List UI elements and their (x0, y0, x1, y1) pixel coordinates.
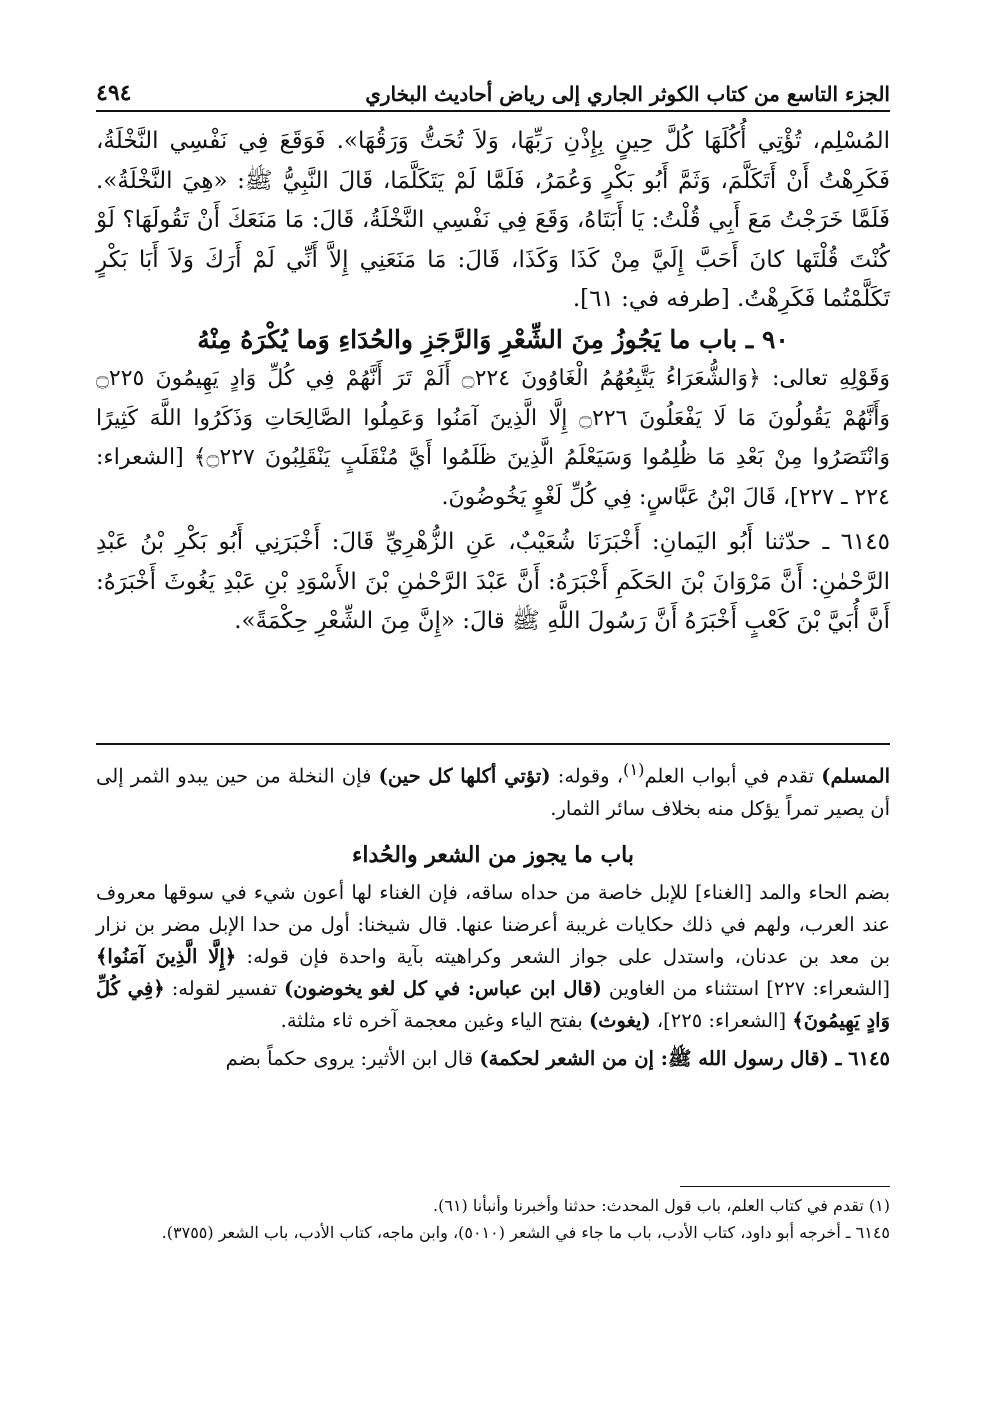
footnote: (١) تقدم في كتاب العلم، باب قول المحدث: حدثنا وأخبرنا وأنبأنا (٦١). (433, 1196, 890, 1215)
chapter-heading: ٩٠ ـ باب ما يَجُوزُ مِنَ الشِّعْرِ وَالرَّجَزِ والحُدَاءِ وَما يُكْرَهُ مِنْهُ (197, 324, 789, 354)
commentary-text: بضم الحاء والمد [الغناء] للإبل خاصة من حداه ساقه، فإن الغناء لها أعون شيء في سوقها معروف عند العرب، ولهم في ذلك حكايات غريبة أعرضنا عنها. قال شيخنا: أول من حدا الإبل مضر بن نزار بن معد بن عدنان، واستدل على جواز الشعر وكراهيته بآية واحدة فإن قوله: (96, 880, 890, 968)
commentary-paragraph (96, 754, 890, 825)
commentary-term: ٦١٤٥ ـ (قال رسول الله ﷺ: (653, 1046, 890, 1070)
commentary-text: ، وقوله: (550, 764, 624, 788)
section-divider (96, 743, 890, 745)
commentary-text: [الشعراء: ٢٢٧] استثناء من الغاوين (601, 976, 891, 1000)
commentary-term: (قال ابن عباس: في كل لغو يخوضون) (283, 976, 602, 1000)
footnote: ٦١٤٥ ـ أخرجه أبو داود، كتاب الأدب، باب ما جاء في الشعر (٥٠١٠)، وابن ماجه، كتاب الأدب، باب الشعر (٣٧٥٥). (161, 1223, 890, 1242)
commentary-term: ﴿إِلَّا الَّذِينَ آمَنُوا﴾ (96, 944, 237, 968)
page-number: ٤٩٤ (96, 80, 132, 106)
book-title: الجزء التاسع من كتاب الكوثر الجاري إلى رياض أحاديث البخاري (365, 82, 890, 106)
commentary-text: بفتح الياء وغين معجمة آخره ثاء مثلثة. (280, 1008, 589, 1032)
commentary-chapter-heading: باب ما يجوز من الشعر والحُداء (351, 841, 634, 868)
footnote-ref: (١) (623, 760, 645, 779)
commentary-text: تقدم في أبواب العلم (644, 764, 822, 788)
commentary-term: (يغوث) (588, 1008, 651, 1032)
commentary-text: قال ابن الأثير: يروى حكماً بضم (225, 1046, 480, 1070)
commentary-term: المسلم) (821, 764, 890, 788)
commentary-paragraph (96, 1043, 890, 1075)
commentary-text: تفسير لقوله: (164, 976, 284, 1000)
running-header (96, 68, 890, 112)
commentary-text: [الشعراء: ٢٢٥]، (650, 1008, 793, 1032)
commentary (96, 754, 890, 1075)
commentary-term: إن من الشعر لحكمة) (479, 1046, 654, 1070)
footnote-divider (680, 1186, 890, 1187)
commentary-term: ﴿فِي كُلِّ وَادٍ يَهِيمُونَ﴾ (96, 976, 890, 1032)
commentary-text: فإن النخلة من حين يبدو الثمر إلى أن يصير تمراً يؤكل منه بخلاف سائر الثمار. (96, 764, 890, 820)
footnotes (96, 1192, 890, 1246)
hadith-continuation: المُسْلِم، تُؤْتِي أُكُلَهَا كُلَّ حِينٍ بِإِذْنِ رَبِّهَا، وَلاَ تُحَتُّ وَرَقُهَا». فَوَقَعَ فِي نَفْسِي النَّخْلَةُ، فَكَرِهْتُ أَنْ أَتَكَلَّمَ، وَثَمَّ أَبُو بَكْرٍ وَعُمَرُ، فَلَمَّا لَمْ يَتَكَلَّمَا، قَالَ النَّبِيُّ ﷺ: «هِيَ النَّخْلَةُ». فَلَمَّا خَرَجْتُ مَعَ أَبِي قُلْتُ: يَا أَبَتَاهُ، وَقَعَ فِي نَفْسِي النَّخْلَةُ، قَالَ: مَا مَنَعَكَ أَنْ تَقُولَهَا؟ لَوْ كُنْتَ قُلْتَها كانَ أَحَبَّ إِلَيَّ مِنْ كَذَا وَكَذَا، قَالَ: مَا مَنَعَنِي إِلاَّ أَنِّي لَمْ أَرَكَ وَلاَ أَبَا بَكْرٍ تَكَلَّمْتُما فَكَرِهْتُ. [طرفه في: ٦١]. (96, 128, 890, 312)
commentary-paragraph (96, 877, 890, 1037)
hadith-6145: ٦١٤٥ ـ حدّثنا أَبُو اليَمانِ: أَخْبَرَنَا شُعَيْبٌ، عَنِ الزُّهْرِيِّ قَالَ: أَخْبَرَنِي أَبُو بَكْرِ بْنُ عَبْدِ الرَّحْمٰنِ: أَنَّ مَرْوَانَ بْنَ الحَكَمِ أَخْبَرَهُ: أَنَّ عَبْدَ الرَّحْمٰنِ بْنَ الأَسْوَدِ بْنِ عَبْدِ يَغُوثَ أَخْبَرَهُ: أَنَّ أُبَيَّ بْنَ كَعْبٍ أَخْبَرَهُ أَنَّ رَسُولَ اللَّهِ ﷺ قالَ: «إِنَّ مِنَ الشِّعْرِ حِكْمَةً». (96, 529, 890, 634)
chapter-intro-quran: وَقَوْلِهِ تعالى: ﴿وَالشُّعَرَاءُ يَتَّبِعُهُمُ الْغَاوُونَ ۝٢٢٤ أَلَمْ تَرَ أَنَّهُمْ فِي كُلِّ وَادٍ يَهِيمُونَ ۝٢٢٥ وَأَنَّهُمْ يَقُولُونَ مَا لَا يَفْعَلُونَ ۝٢٢٦ إِلَّا الَّذِينَ آمَنُوا وَعَمِلُوا الصَّالِحَاتِ وَذَكَرُوا اللَّهَ كَثِيرًا وَانْتَصَرُوا مِنْ بَعْدِ مَا ظُلِمُوا وَسَيَعْلَمُ الَّذِينَ ظَلَمُوا أَيَّ مُنْقَلَبٍ يَنْقَلِبُونَ ۝٢٢٧﴾ [الشعراء: ٢٢٤ ـ ٢٢٧]، قَالَ ابْنُ عَبَّاسٍ: فِي كُلِّ لَغْوٍ يَخُوضُونَ. (96, 366, 891, 510)
commentary-term: (تؤتي أكلها كل حين) (378, 764, 551, 788)
main-text (96, 122, 890, 642)
